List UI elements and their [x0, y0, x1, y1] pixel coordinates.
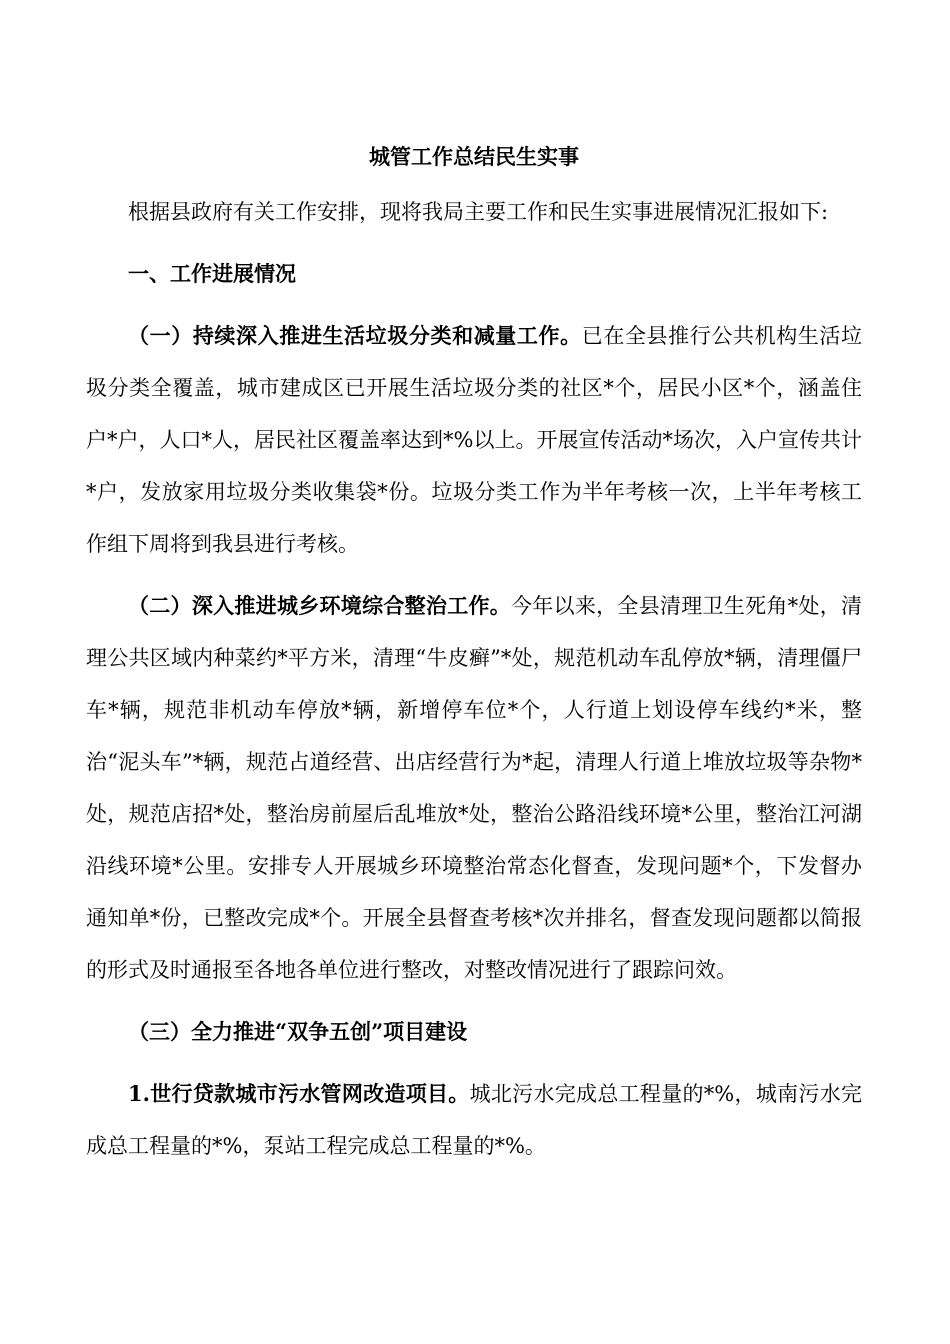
paragraph-lead: （一）持续深入推进生活垃圾分类和减量工作。: [128, 323, 582, 348]
document-page: [86, 140, 862, 1172]
paragraph-waste-sorting: [86, 310, 862, 570]
intro-paragraph: 根据县政府有关工作安排，现将我局主要工作和民生实事进展情况汇报如下:: [128, 200, 829, 224]
subsection-heading-3: （三）全力推进“双争五创”项目建设: [128, 1019, 468, 1044]
paragraph-body: 今年以来，全县清理卫生死角*处，清理公共区域内种菜约*平方米，清理“牛皮癣”*处，规范机动车乱停放*辆，清理僵尸车*辆，规范非机动车停放*辆，新增停车位*个，人行道上划设停车线约*米，整治“泥头车”*辆，规范占道经营、出店经营行为*起，清理人行道上堆放垃圾等杂物*处，规范店招*处，整治房前屋后乱堆放*处，整治公路沿线环境*公里，整治江河湖沿线环境*公里。安排专人开展城乡环境整治常态化督查，发现问题*个，下发督办通知单*份，已整改完成*个。开展全县督查考核*次并排名，督查发现问题都以简报的形式及时通报至各地各单位进行整改，对整改情况进行了跟踪问效。: [86, 594, 863, 982]
document-title: 城管工作总结民生实事: [369, 144, 579, 169]
paragraph-body: 已在全县推行公共机构生活垃圾分类全覆盖，城市建成区已开展生活垃圾分类的社区*个，居民小区*个，涵盖住户*户，人口*人，居民社区覆盖率达到*%以上。开展宣传活动*场次，入户宣传共计*户，发放家用垃圾分类收集袋*份。垃圾分类工作为半年考核一次，上半年考核工作组下周将到我县进行考核。: [86, 324, 863, 556]
paragraph-lead: （二）深入推进城乡环境综合整治工作。: [128, 593, 512, 618]
paragraph-sewage-project: [86, 1068, 862, 1172]
paragraph-lead: 1.世行贷款城市污水管网改造项目。: [128, 1081, 470, 1106]
paragraph-environment: [86, 580, 862, 996]
paragraph-body: 城北污水完成总工程量的*%，城南污水完成总工程量的*%，泵站工程完成总工程量的*%。: [86, 1082, 863, 1158]
section-heading-1: 一、工作进展情况: [128, 261, 296, 286]
